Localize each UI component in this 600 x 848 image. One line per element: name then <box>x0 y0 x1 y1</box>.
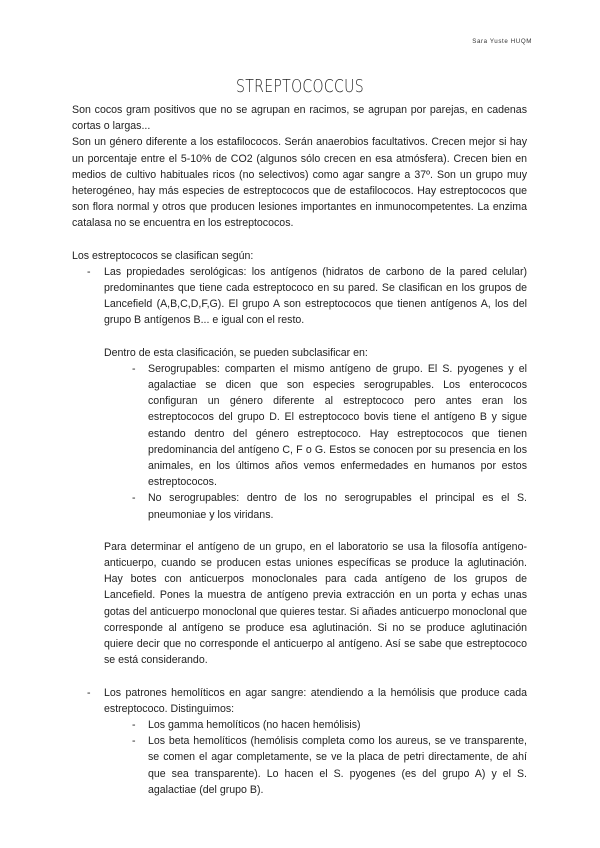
dash-bullet: - <box>87 265 91 278</box>
dash-bullet: - <box>132 492 136 505</box>
intro-paragraph-2: Son un género diferente a los estafilococos. Serán anaerobios facultativos. Crecen mejor si hay un porcentaje entre el 5-10% de CO2 (algunos sólo crecen en esa atmósfera). Crecen bien en medios de cultivo habituales ricos (no selectivos) como agar sangre a 37º. Son un grupo muy heterogéneo, hay más especies de estreptococos que de estafilococos. Hay estreptococos que son flora normal y otros que producen lesiones importantes en inmunocompetentes. La enzima catalasa no se encuentra en los estreptococos. <box>72 136 527 230</box>
gamma-text: Los gamma hemolíticos (no hacen hemólisis) <box>148 718 361 731</box>
no-serogrupables-text: No serogrupables: dentro de los no serogrupables el principal es el S. pneumoniae y los viridans. <box>148 492 527 521</box>
serologic-text: Las propiedades serológicas: los antígenos (hidratos de carbono de la pared celular) predominantes que tiene cada estreptococo en su pared. Se clasifican en los grupos de Lancefield (A,B,C,D,F,G). El grupo A son estreptococos que tienen antígenos A, los del grupo B antígenos B... e igual con el resto. <box>104 265 527 327</box>
lab-paragraph: Para determinar el antígeno de un grupo, en el laboratorio se usa la filosofía antígeno-anticuerpo, cuando se producen estas uniones específicas se produce la aglutinación. Hay botes con anticuerpos monoclonales para cada antígeno de los grupos de Lancefield. Pones la muestra de antígeno previa extracción en un porta y echas unas gotas del anticuerpo monoclonal que quieres testar. Si añades anticuerpo monoclonal que corresponde al antígeno se produce esa aglutinación. Si no se produce aglutinación quiere decir que no corresponde el anticuerpo al antígeno. Así se sabe que estreptococo se está considerando. <box>104 540 527 667</box>
serogrupables-text: Serogrupables: comparten el mismo antígeno de grupo. El S. pyogenes y el agalactiae se dicen que son especies serogrupables. Los enterococos configuran un género diferente al estreptococo pero antes eran los estreptococos del grupo D. El estreptococo bovis tiene el antígeno B y sigue estando dentro del género estreptococo. Hay estreptococos que tienen predominancia del antígeno C, F o G. Estos se conocen por su presencia en los animales, en los últimos años vemos enfermedades en humanos por estos estreptococos. <box>148 362 527 489</box>
sublist-item-gamma <box>104 717 527 733</box>
dash-bullet: - <box>87 686 91 699</box>
intro-paragraph-1: Son cocos gram positivos que no se agrupan en racimos, se agrupan por parejas, en cadenas cortas o largas... <box>72 104 527 133</box>
hemolytic-text: Los patrones hemolíticos en agar sangre: atendiendo a la hemólisis que produce cada estreptococo. Distinguimos: <box>104 686 527 715</box>
list-item-serologic <box>72 264 527 329</box>
sublist-item-serogrupables <box>104 361 527 491</box>
classification-heading: Los estreptococos se clasifican según: <box>72 249 254 262</box>
author-header: Sara Yuste HUQM <box>472 38 532 45</box>
document-body <box>72 102 527 798</box>
list-item-hemolytic <box>72 685 527 717</box>
sublist-item-beta <box>104 733 527 798</box>
dash-bullet: - <box>132 735 136 748</box>
subclass-heading: Dentro de esta clasificación, se pueden subclasificar en: <box>104 346 368 359</box>
beta-text: Los beta hemolíticos (hemólisis completa como los aureus, se ve transparente, se comen el agar completamente, se ve la placa de petri directamente, de ahí que sea transparente). Lo hacen el S. pyogenes (es del grupo A) y el S. agalactiae (del grupo B). <box>148 735 527 796</box>
dash-bullet: - <box>132 718 136 731</box>
sublist-item-no-serogrupables <box>104 490 527 522</box>
page-title: STREPTOCOCCUS <box>236 76 364 97</box>
dash-bullet: - <box>132 362 136 375</box>
